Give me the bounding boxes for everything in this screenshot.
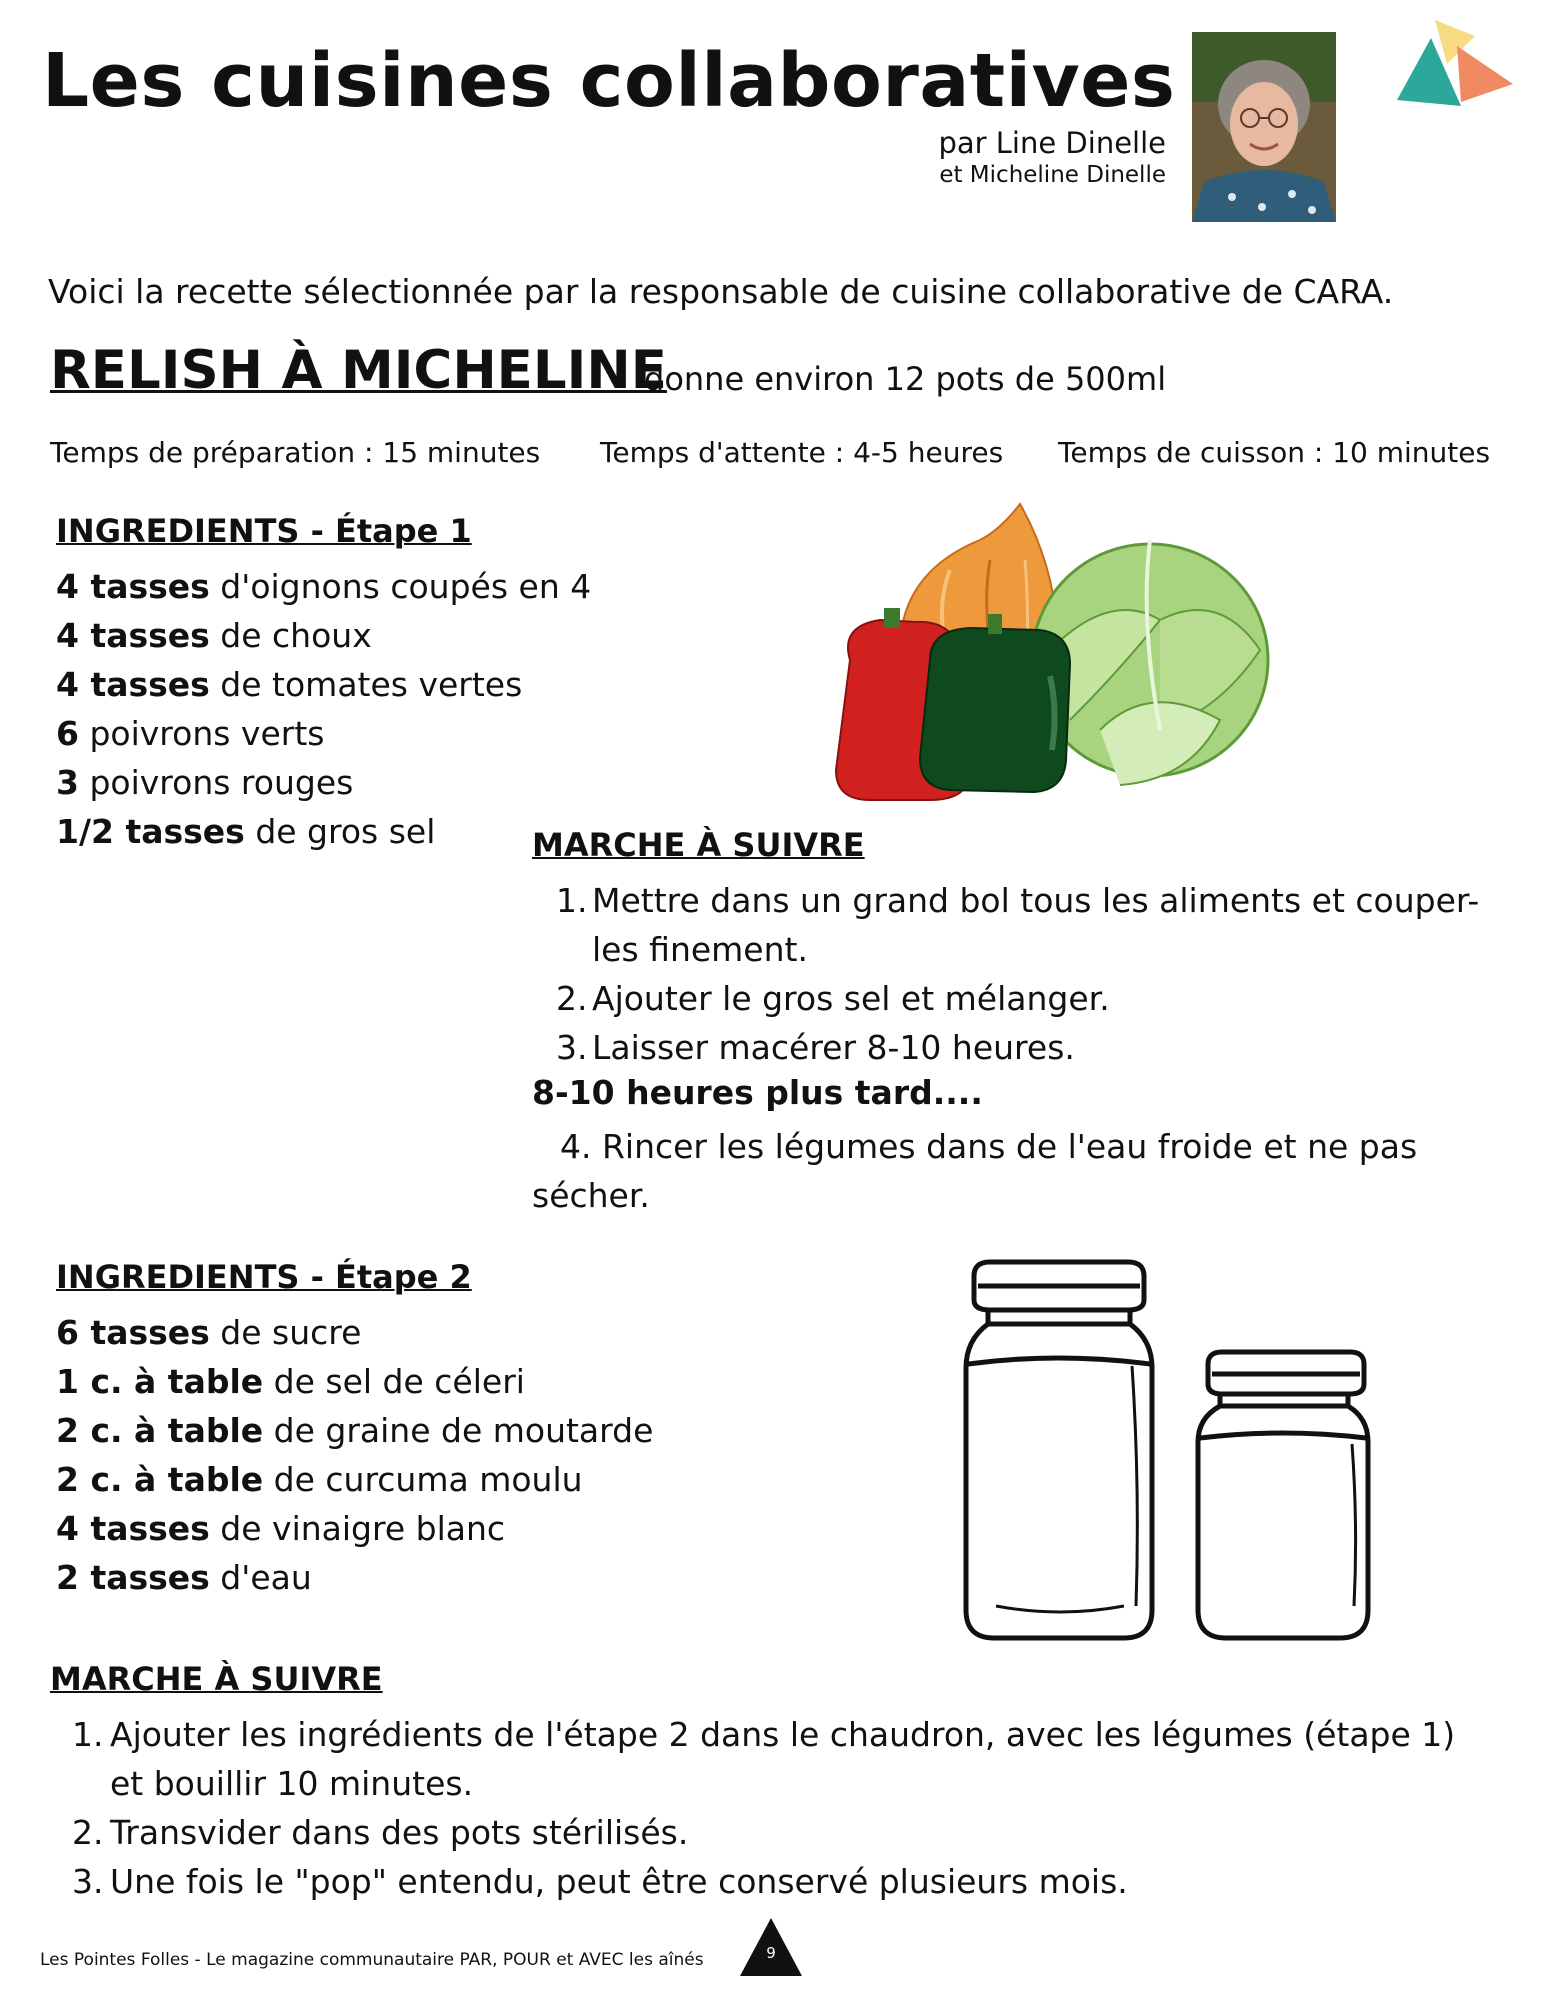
step-item: 3. Une fois le "pop" entendu, peut être conservé plusieurs mois. xyxy=(72,1862,1128,1901)
later-note: 8-10 heures plus tard.... xyxy=(532,1073,983,1112)
ingredient-item: 3 poivrons rouges xyxy=(56,763,354,802)
ingredients-1-heading: INGREDIENTS - Étape 1 xyxy=(56,512,472,550)
author-photo xyxy=(1192,32,1336,222)
author-line-2: et Micheline Dinelle xyxy=(939,162,1166,188)
wait-time: Temps d'attente : 4-5 heures xyxy=(600,436,1004,469)
step-item: 1. Ajouter les ingrédients de l'étape 2 dans le chaudron, avec les légumes (étape 1) et bouillir 10 minutes. xyxy=(72,1715,1456,1803)
ingredients-1-list xyxy=(56,562,591,856)
ingredient-item: 1/2 tasses de gros sel xyxy=(56,812,436,851)
step-item: 2. Ajouter le gros sel et mélanger. xyxy=(556,979,1110,1018)
step-item: 1. Mettre dans un grand bol tous les aliments et couper-les finement. xyxy=(556,881,1480,969)
ingredient-item: 2 c. à table de graine de moutarde xyxy=(56,1411,654,1450)
cook-time: Temps de cuisson : 10 minutes xyxy=(1058,436,1491,469)
ingredient-item: 4 tasses d'oignons coupés en 4 xyxy=(56,567,592,606)
ingredients-2-heading: INGREDIENTS - Étape 2 xyxy=(56,1258,472,1296)
ingredient-item: 1 c. à table de sel de céleri xyxy=(56,1362,525,1401)
ingredient-item: 6 poivrons verts xyxy=(56,714,325,753)
page-title: Les cuisines collaboratives xyxy=(42,38,1176,124)
ingredient-item: 6 tasses de sucre xyxy=(56,1313,362,1352)
intro-text: Voici la recette sélectionnée par la responsable de cuisine collaborative de CARA. xyxy=(48,272,1394,311)
recipe-title: RELISH À MICHELINE xyxy=(50,340,667,401)
recipe-yield: donne environ 12 pots de 500ml xyxy=(644,360,1167,398)
steps-1-list xyxy=(532,876,1482,1072)
page-number: 9 xyxy=(766,1944,776,1962)
steps-1-heading: MARCHE À SUIVRE xyxy=(532,826,865,864)
ingredient-item: 4 tasses de vinaigre blanc xyxy=(56,1509,506,1548)
triangles-logo-icon xyxy=(1395,18,1513,110)
vegetables-illustration xyxy=(820,500,1280,810)
footer-text: Les Pointes Folles - Le magazine communautaire PAR, POUR et AVEC les aînés xyxy=(40,1950,704,1970)
mason-jars-illustration xyxy=(960,1256,1400,1646)
ingredient-item: 4 tasses de tomates vertes xyxy=(56,665,523,704)
ingredients-2-list xyxy=(56,1308,653,1602)
step-item: 3. Laisser macérer 8-10 heures. xyxy=(556,1028,1075,1067)
steps-2-list xyxy=(50,1710,1490,1906)
step-item: 2. Transvider dans des pots stérilisés. xyxy=(72,1813,689,1852)
ingredient-item: 4 tasses de choux xyxy=(56,616,372,655)
steps-2-heading: MARCHE À SUIVRE xyxy=(50,1660,383,1698)
ingredient-item: 2 tasses d'eau xyxy=(56,1558,312,1597)
prep-time: Temps de préparation : 15 minutes xyxy=(50,436,541,469)
ingredient-item: 2 c. à table de curcuma moulu xyxy=(56,1460,583,1499)
author-line-1: par Line Dinelle xyxy=(938,126,1166,160)
step-item-4: 4. Rincer les légumes dans de l'eau froide et ne pas sécher. xyxy=(532,1127,1418,1215)
